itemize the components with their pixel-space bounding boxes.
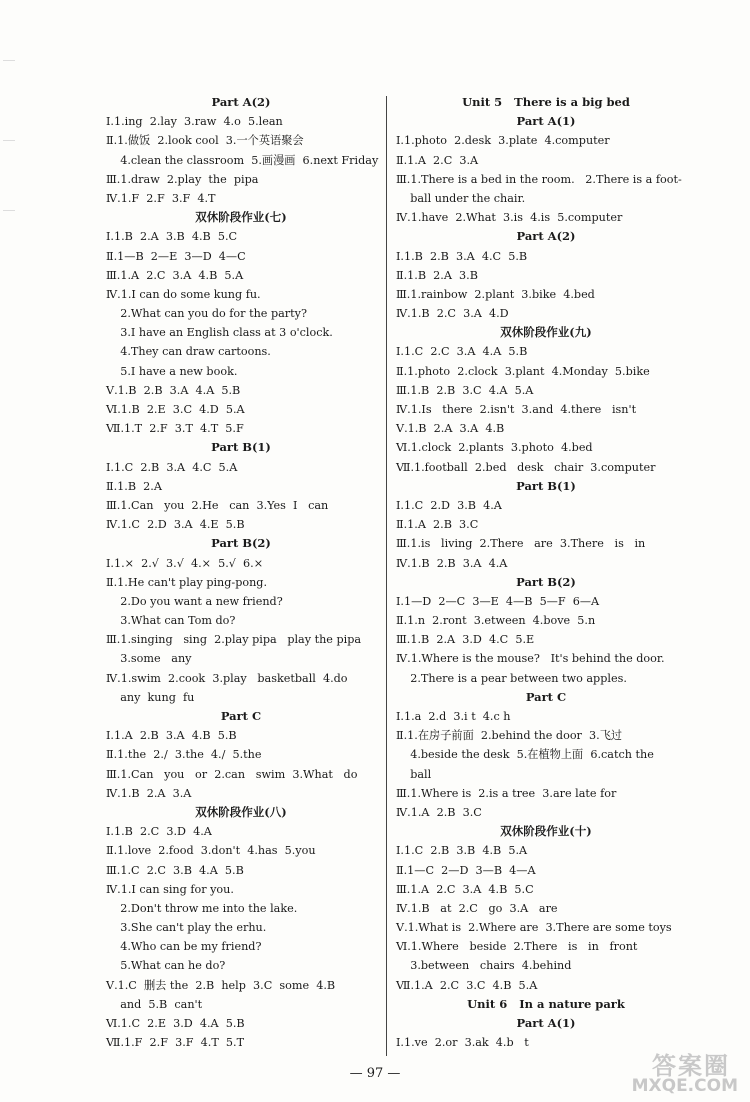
answer-line: Ⅵ.1.B 2.E 3.C 4.D 5.A [106, 403, 245, 416]
answer-line: Ⅱ.1.做饭 2.look cool 3.一个英语聚会 [106, 134, 304, 148]
answer-line: Ⅰ.1.C 2.B 3.B 4.B 5.A [396, 844, 528, 858]
right-column [396, 93, 696, 1052]
answer-line: Ⅰ.1.C 2.D 3.B 4.A [396, 498, 502, 512]
answer-line: Ⅱ.1.n 2.ront 3.etween 4.bove 5.n [396, 614, 596, 628]
answer-line: Ⅴ.1.B 2.A 3.A 4.B [396, 422, 505, 436]
answer-line: Ⅳ.1.have 2.What 3.is 4.is 5.computer [396, 211, 623, 225]
answer-line: Ⅲ.1.B 2.A 3.D 4.C 5.E [396, 633, 535, 647]
answer-line: Ⅱ.1—B 2—E 3—D 4—C [106, 249, 246, 263]
answer-line: ball under the chair. [396, 191, 526, 205]
answer-line: Ⅲ.1.There is a bed in the room. 2.There is a foot- [396, 172, 682, 186]
section-heading: 双休阶段作业(九) [500, 325, 592, 340]
answer-line: Ⅲ.1.is living 2.There are 3.There is in [396, 537, 646, 551]
answer-line: Ⅲ.1.C 2.C 3.B 4.A 5.B [106, 863, 244, 877]
answer-line: Ⅳ.1.Is there 2.isn't 3.and 4.there isn't [396, 403, 637, 416]
answer-line: 2.Do you want a new friend? [106, 594, 283, 608]
answer-line: 3.What can Tom do? [106, 614, 236, 628]
answer-line: Ⅰ.1.C 2.C 3.A 4.A 5.B [396, 345, 528, 359]
answer-line: Ⅰ.1.ing 2.lay 3.raw 4.o 5.lean [106, 115, 283, 129]
answer-line: Ⅰ.1.C 2.B 3.A 4.C 5.A [106, 460, 238, 474]
answer-line: Ⅳ.1.F 2.F 3.F 4.T [106, 191, 216, 205]
answer-line: Ⅱ.1.love 2.food 3.don't 4.has 5.you [106, 844, 316, 858]
section-heading: Part A(2) [211, 95, 271, 109]
answer-line: Ⅲ.1.Can you 2.He can 3.Yes I can [106, 498, 329, 512]
answer-line: Ⅵ.1.clock 2.plants 3.photo 4.bed [396, 441, 593, 455]
answer-line: Ⅲ.1.A 2.C 3.A 4.B 5.C [396, 882, 534, 896]
answer-line: Ⅳ.1.B 2.A 3.A [106, 786, 192, 800]
section-heading: Part A(1) [516, 114, 576, 129]
watermark-line1: 答案圈 [652, 1051, 730, 1080]
section-heading: Part C [525, 689, 567, 704]
section-heading: Part B(2) [516, 574, 576, 589]
section-heading: Part B(1) [516, 478, 576, 493]
answer-line: Ⅳ.1.Where is the mouse? It's behind the door. [396, 652, 665, 666]
answer-line: Ⅱ.1.A 2.B 3.C [396, 518, 479, 532]
section-heading: Part C [220, 709, 262, 723]
answer-line: 3.She can't play the erhu. [106, 921, 267, 935]
answer-line: Ⅲ.1.draw 2.play the pipa [106, 172, 259, 186]
answer-line: Ⅰ.1.× 2.√ 3.√ 4.× 5.√ 6.× [106, 556, 264, 570]
answer-line: Ⅱ.1.A 2.C 3.A [396, 153, 479, 167]
section-heading: Part B(2) [211, 536, 271, 551]
answer-line: Ⅰ.1.ve 2.or 3.ak 4.b t [396, 1036, 529, 1050]
answer-line: Ⅳ.1.B 2.C 3.A 4.D [396, 307, 509, 321]
answer-line: Ⅰ.1—D 2—C 3—E 4—B 5—F 6—A [396, 594, 600, 608]
section-heading: Part A(2) [516, 229, 576, 244]
answer-line: 3.I have an English class at 3 o'clock. [106, 326, 333, 340]
answer-line: 3.between chairs 4.behind [396, 959, 572, 973]
answer-line: ball [396, 767, 432, 781]
answer-line: Ⅱ.1.the 2./ 3.the 4./ 5.the [106, 748, 262, 762]
answer-line: Ⅱ.1.在房子前面 2.behind the door 3.飞过 [396, 729, 623, 743]
answer-line: Ⅱ.1.B 2.A 3.B [396, 268, 478, 282]
page-number: — 97 — [349, 1066, 401, 1081]
answer-line: Ⅳ.1.C 2.D 3.A 4.E 5.B [106, 518, 245, 532]
section-heading: Part B(1) [211, 440, 271, 455]
answer-line: Ⅲ.1.Can you or 2.can swim 3.What do [106, 767, 358, 781]
section-heading: Unit 6 In a nature park [467, 996, 625, 1011]
answer-line: Ⅶ.1.F 2.F 3.F 4.T 5.T [106, 1036, 245, 1050]
answer-line: any kung fu [106, 690, 195, 704]
section-heading: 双休阶段作业(十) [500, 824, 592, 839]
answer-line: 2.What can you do for the party? [106, 307, 307, 321]
answer-line: Ⅰ.1.B 2.C 3.D 4.A [106, 825, 212, 839]
column-divider [386, 96, 387, 1056]
answer-line: 3.some any [106, 652, 192, 666]
answer-line: 4.clean the classroom 5.画漫画 6.next Friday [106, 153, 379, 167]
answer-line: Ⅱ.1.He can't play ping-pong. [106, 575, 268, 589]
section-heading: Part A(1) [516, 1016, 576, 1030]
answer-line: Ⅶ.1.T 2.F 3.T 4.T 5.F [106, 422, 244, 436]
answer-line: Ⅰ.1.a 2.d 3.i t 4.c h [396, 710, 511, 723]
answer-line: Ⅶ.1.A 2.C 3.C 4.B 5.A [396, 978, 538, 992]
section-heading: 双休阶段作业(七) [195, 210, 287, 225]
answer-line: 5.What can he do? [106, 959, 226, 973]
answer-line: 5.I have a new book. [106, 364, 238, 378]
answer-line: Ⅰ.1.photo 2.desk 3.plate 4.computer [396, 134, 610, 148]
answer-line: Ⅲ.1.Where is 2.is a tree 3.are late for [396, 786, 617, 800]
answer-line: Ⅴ.1.B 2.B 3.A 4.A 5.B [106, 383, 241, 397]
section-heading: 双休阶段作业(八) [195, 804, 287, 819]
section-heading: Unit 5 There is a big bed [462, 95, 630, 109]
answer-line: Ⅵ.1.Where beside 2.There is in front [396, 940, 638, 954]
page-edge [0, 0, 18, 1102]
answer-line: Ⅳ.1.B 2.B 3.A 4.A [396, 556, 508, 570]
watermark-line2: MXQE.COM [631, 1076, 738, 1096]
answer-line: Ⅲ.1.B 2.B 3.C 4.A 5.A [396, 383, 534, 397]
answer-line: Ⅰ.1.A 2.B 3.A 4.B 5.B [106, 729, 237, 743]
answer-line: Ⅲ.1.singing sing 2.play pipa play the pipa [106, 633, 362, 647]
answer-line: Ⅳ.1.I can do some kung fu. [106, 287, 261, 301]
answer-line: 4.Who can be my friend? [106, 940, 262, 954]
answer-line: Ⅲ.1.A 2.C 3.A 4.B 5.A [106, 268, 244, 282]
answer-line: Ⅳ.1.B at 2.C go 3.A are [396, 901, 558, 915]
answer-line: Ⅴ.1.C 删去 the 2.B help 3.C some 4.B [106, 978, 336, 992]
page-number-value: 97 [366, 1066, 384, 1081]
answer-line: Ⅳ.1.swim 2.cook 3.play basketball 4.do [106, 671, 348, 685]
answer-line: 4.They can draw cartoons. [106, 345, 271, 359]
answer-line: Ⅴ.1.What is 2.Where are 3.There are some toys [396, 921, 672, 935]
answer-line: 4.beside the desk 5.在植物上面 6.catch the [396, 748, 654, 762]
answer-line: Ⅱ.1—C 2—D 3—B 4—A [396, 863, 536, 877]
answer-line: Ⅳ.1.I can sing for you. [106, 882, 234, 896]
answer-line: Ⅲ.1.rainbow 2.plant 3.bike 4.bed [396, 287, 595, 301]
answer-line: Ⅰ.1.B 2.A 3.B 4.B 5.C [106, 230, 238, 244]
answer-line: Ⅳ.1.A 2.B 3.C [396, 805, 482, 819]
answer-line: Ⅱ.1.B 2.A [106, 479, 162, 493]
answer-line: Ⅶ.1.football 2.bed desk chair 3.computer [396, 460, 656, 474]
answer-line: 2.Don't throw me into the lake. [106, 901, 298, 915]
left-column [106, 93, 379, 1052]
watermark-logo [594, 1046, 744, 1098]
answer-line: Ⅰ.1.B 2.B 3.A 4.C 5.B [396, 249, 528, 263]
answer-line: Ⅱ.1.photo 2.clock 3.plant 4.Monday 5.bike [396, 364, 650, 378]
answer-line: and 5.B can't [106, 997, 203, 1011]
answer-line: 2.There is a pear between two apples. [396, 671, 627, 685]
answer-line: Ⅵ.1.C 2.E 3.D 4.A 5.B [106, 1017, 245, 1030]
